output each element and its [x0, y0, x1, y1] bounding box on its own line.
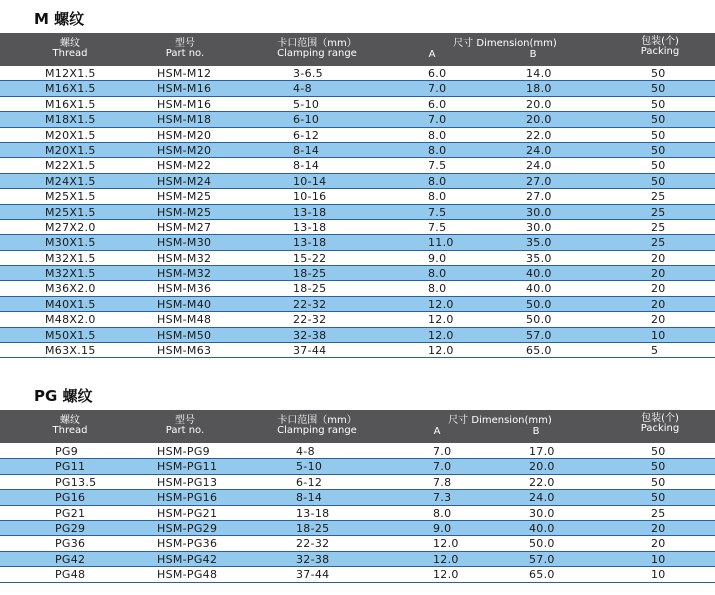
cell-part-no: HSM-PG13 [157, 475, 218, 489]
cell-clamping-range: 4-8 [293, 82, 312, 96]
cell-part-no: HSM-M25 [157, 190, 212, 204]
cell-dim-b: 30.0 [529, 506, 555, 520]
cell-clamping-range: 8-14 [296, 491, 323, 505]
cell-dim-b: 30.0 [526, 205, 552, 219]
table-row [0, 343, 715, 358]
cell-clamping-range: 15-22 [293, 251, 327, 265]
cell-packing: 50 [651, 97, 666, 111]
cell-dim-a: 8.0 [428, 174, 447, 188]
cell-clamping-range: 22-32 [293, 313, 327, 327]
cell-part-no: HSM-M12 [157, 67, 212, 80]
cell-part-no: HSM-M25 [157, 205, 212, 219]
cell-part-no: HSM-M36 [157, 282, 212, 296]
pg-table-header [0, 410, 715, 443]
cell-clamping-range: 6-10 [293, 113, 320, 127]
cell-part-no: HSM-M16 [157, 82, 212, 96]
cell-clamping-range: 6-12 [296, 475, 323, 489]
cell-packing: 50 [651, 475, 666, 489]
cell-thread: M16X1.5 [45, 97, 96, 111]
cell-clamping-range: 8-14 [293, 159, 320, 173]
header-dimension: 尺寸 Dimension(mm) [448, 415, 552, 426]
cell-dim-a: 7.8 [433, 475, 452, 489]
cell-thread: M25X1.5 [45, 205, 96, 219]
cell-dim-b: 17.0 [529, 445, 555, 458]
cell-dim-b: 27.0 [526, 174, 552, 188]
cell-dim-a: 7.0 [428, 113, 447, 127]
cell-clamping-range: 22-32 [296, 537, 330, 551]
cell-part-no: HSM-PG9 [157, 445, 210, 458]
header-packing: 包装(个) Packing [640, 36, 680, 57]
cell-packing: 25 [651, 236, 666, 250]
header-clamping-range: 卡口范围（mm） Clamping range [277, 415, 357, 436]
cell-dim-a: 6.0 [428, 67, 447, 80]
cell-packing: 50 [651, 174, 666, 188]
cell-clamping-range: 22-32 [293, 297, 327, 311]
cell-dim-a: 9.0 [428, 251, 447, 265]
table-row [0, 128, 715, 143]
cell-part-no: HSM-PG11 [157, 460, 218, 474]
cell-packing: 10 [651, 568, 666, 582]
m-table-body [0, 66, 715, 358]
cell-dim-a: 11.0 [428, 236, 454, 250]
cell-packing: 50 [651, 113, 666, 127]
cell-part-no: HSM-PG48 [157, 568, 218, 582]
cell-dim-b: 30.0 [526, 220, 552, 234]
cell-clamping-range: 5-10 [296, 460, 323, 474]
cell-dim-b: 35.0 [526, 251, 552, 265]
cell-thread: M18X1.5 [45, 113, 96, 127]
cell-part-no: HSM-M22 [157, 159, 212, 173]
cell-packing: 50 [651, 159, 666, 173]
cell-clamping-range: 13-18 [293, 220, 327, 234]
cell-packing: 50 [651, 143, 666, 157]
cell-thread: PG48 [55, 568, 86, 582]
cell-part-no: HSM-PG36 [157, 537, 218, 551]
cell-clamping-range: 13-18 [296, 506, 330, 520]
header-thread: 螺纹 Thread [52, 415, 88, 436]
table-row [0, 251, 715, 266]
pg-section-title: PG 螺纹 [34, 387, 93, 405]
cell-packing: 20 [651, 297, 666, 311]
cell-part-no: HSM-M40 [157, 297, 212, 311]
cell-dim-a: 7.5 [428, 159, 447, 173]
cell-clamping-range: 8-14 [293, 143, 320, 157]
cell-thread: M16X1.5 [45, 82, 96, 96]
cell-clamping-range: 6-12 [293, 128, 320, 142]
cell-dim-a: 8.0 [433, 506, 452, 520]
cell-dim-b: 24.0 [529, 491, 555, 505]
cell-part-no: HSM-M18 [157, 113, 212, 127]
cell-clamping-range: 32-38 [296, 552, 330, 566]
cell-thread: M40X1.5 [45, 297, 96, 311]
cell-part-no: HSM-M48 [157, 313, 212, 327]
table-row [0, 552, 715, 567]
cell-dim-a: 9.0 [433, 521, 452, 535]
cell-dim-b: 57.0 [526, 328, 552, 342]
table-row [0, 490, 715, 505]
table-row [0, 266, 715, 281]
table-row [0, 112, 715, 127]
cell-thread: M63X.15 [45, 344, 96, 358]
table-row [0, 521, 715, 536]
cell-packing: 50 [651, 82, 666, 96]
cell-dim-a: 12.0 [428, 328, 454, 342]
cell-packing: 20 [651, 267, 666, 281]
cell-thread: M20X1.5 [45, 128, 96, 142]
cell-dim-a: 8.0 [428, 282, 447, 296]
cell-thread: M32X1.5 [45, 251, 96, 265]
cell-thread: PG9 [55, 445, 79, 458]
cell-dim-b: 27.0 [526, 190, 552, 204]
cell-dim-b: 50.0 [529, 537, 555, 551]
cell-packing: 25 [651, 205, 666, 219]
cell-packing: 25 [651, 190, 666, 204]
table-row [0, 312, 715, 327]
cell-thread: M30X1.5 [45, 236, 96, 250]
table-row [0, 444, 715, 459]
cell-thread: PG42 [55, 552, 86, 566]
cell-thread: PG21 [55, 506, 86, 520]
cell-packing: 50 [651, 491, 666, 505]
cell-clamping-range: 10-14 [293, 174, 327, 188]
cell-part-no: HSM-M32 [157, 251, 212, 265]
cell-thread: M27X2.0 [45, 220, 96, 234]
cell-packing: 20 [651, 537, 666, 551]
cell-clamping-range: 13-18 [293, 236, 327, 250]
cell-dim-a: 7.0 [433, 460, 452, 474]
table-row [0, 475, 715, 490]
table-row [0, 189, 715, 204]
cell-part-no: HSM-PG16 [157, 491, 218, 505]
cell-part-no: HSM-PG21 [157, 506, 218, 520]
table-row [0, 281, 715, 296]
table-row [0, 174, 715, 189]
header-thread: 螺纹 Thread [52, 38, 88, 59]
table-row [0, 97, 715, 112]
header-b: B [529, 49, 537, 60]
table-row [0, 220, 715, 235]
cell-dim-a: 12.0 [428, 297, 454, 311]
table-row [0, 81, 715, 96]
table-row [0, 328, 715, 343]
cell-dim-b: 22.0 [529, 475, 555, 489]
table-row [0, 143, 715, 158]
cell-clamping-range: 37-44 [296, 568, 330, 582]
m-section-title: M 螺纹 [34, 10, 85, 28]
cell-packing: 50 [651, 128, 666, 142]
cell-dim-b: 40.0 [529, 521, 555, 535]
header-part-no: 型号 Part no. [165, 415, 205, 436]
cell-dim-a: 12.0 [433, 568, 459, 582]
table-row [0, 506, 715, 521]
cell-dim-b: 40.0 [526, 267, 552, 281]
cell-dim-a: 8.0 [428, 128, 447, 142]
cell-dim-a: 7.5 [428, 220, 447, 234]
cell-part-no: HSM-M63 [157, 344, 212, 358]
cell-part-no: HSM-M20 [157, 143, 212, 157]
cell-dim-a: 8.0 [428, 143, 447, 157]
table-row [0, 459, 715, 474]
table-row [0, 536, 715, 551]
cell-packing: 50 [651, 460, 666, 474]
cell-part-no: HSM-M30 [157, 236, 212, 250]
cell-clamping-range: 18-25 [293, 282, 327, 296]
cell-thread: M50X1.5 [45, 328, 96, 342]
cell-clamping-range: 5-10 [293, 97, 320, 111]
cell-thread: PG13.5 [55, 475, 97, 489]
cell-dim-b: 35.0 [526, 236, 552, 250]
table-row [0, 158, 715, 173]
cell-part-no: HSM-M32 [157, 267, 212, 281]
table-row [0, 235, 715, 250]
cell-dim-a: 8.0 [428, 267, 447, 281]
cell-dim-b: 18.0 [526, 82, 552, 96]
cell-packing: 20 [651, 251, 666, 265]
cell-part-no: HSM-PG42 [157, 552, 218, 566]
cell-dim-b: 24.0 [526, 159, 552, 173]
cell-clamping-range: 4-8 [296, 445, 315, 458]
cell-thread: M12X1.5 [45, 67, 96, 80]
cell-dim-a: 7.0 [433, 445, 452, 458]
table-row [0, 567, 715, 582]
cell-packing: 20 [651, 282, 666, 296]
header-a: A [428, 49, 436, 60]
cell-dim-a: 6.0 [428, 97, 447, 111]
cell-clamping-range: 18-25 [296, 521, 330, 535]
table-row [0, 205, 715, 220]
cell-packing: 50 [651, 445, 666, 458]
cell-dim-b: 14.0 [526, 67, 552, 80]
cell-dim-a: 12.0 [433, 537, 459, 551]
cell-thread: M36X2.0 [45, 282, 96, 296]
header-dimension: 尺寸 Dimension(mm) [453, 38, 557, 49]
cell-dim-b: 57.0 [529, 552, 555, 566]
cell-thread: M24X1.5 [45, 174, 96, 188]
cell-dim-a: 12.0 [428, 344, 454, 358]
pg-table-body [0, 444, 715, 583]
header-b: B [532, 426, 540, 437]
table-row [0, 297, 715, 312]
cell-dim-b: 50.0 [526, 313, 552, 327]
cell-dim-a: 12.0 [433, 552, 459, 566]
cell-packing: 25 [651, 220, 666, 234]
cell-clamping-range: 32-38 [293, 328, 327, 342]
cell-dim-b: 20.0 [526, 113, 552, 127]
cell-part-no: HSM-PG29 [157, 521, 218, 535]
header-part-no: 型号 Part no. [165, 38, 205, 59]
table-row [0, 66, 715, 81]
cell-part-no: HSM-M20 [157, 128, 212, 142]
cell-thread: M22X1.5 [45, 159, 96, 173]
cell-packing: 20 [651, 521, 666, 535]
cell-dim-b: 24.0 [526, 143, 552, 157]
m-table-header [0, 33, 715, 66]
cell-dim-a: 7.5 [428, 205, 447, 219]
cell-dim-b: 20.0 [526, 97, 552, 111]
cell-thread: PG29 [55, 521, 86, 535]
cell-packing: 5 [651, 344, 659, 358]
cell-thread: PG11 [55, 460, 86, 474]
header-a: A [433, 426, 441, 437]
cell-thread: M32X1.5 [45, 267, 96, 281]
cell-part-no: HSM-M24 [157, 174, 212, 188]
cell-clamping-range: 3-6.5 [293, 67, 323, 80]
cell-thread: M20X1.5 [45, 143, 96, 157]
cell-packing: 10 [651, 328, 666, 342]
cell-clamping-range: 18-25 [293, 267, 327, 281]
cell-packing: 25 [651, 506, 666, 520]
cell-dim-a: 12.0 [428, 313, 454, 327]
cell-dim-a: 7.0 [428, 82, 447, 96]
cell-dim-b: 22.0 [526, 128, 552, 142]
cell-packing: 20 [651, 313, 666, 327]
cell-thread: PG36 [55, 537, 86, 551]
cell-dim-a: 8.0 [428, 190, 447, 204]
cell-part-no: HSM-M50 [157, 328, 212, 342]
cell-packing: 50 [651, 67, 666, 80]
cell-clamping-range: 13-18 [293, 205, 327, 219]
cell-dim-b: 20.0 [529, 460, 555, 474]
cell-dim-b: 65.0 [526, 344, 552, 358]
cell-clamping-range: 10-16 [293, 190, 327, 204]
header-clamping-range: 卡口范围（mm） Clamping range [277, 38, 357, 59]
cell-thread: M48X2.0 [45, 313, 96, 327]
cell-dim-b: 50.0 [526, 297, 552, 311]
cell-clamping-range: 37-44 [293, 344, 327, 358]
cell-dim-a: 7.3 [433, 491, 452, 505]
cell-thread: M25X1.5 [45, 190, 96, 204]
cell-part-no: HSM-M16 [157, 97, 212, 111]
cell-dim-b: 40.0 [526, 282, 552, 296]
cell-thread: PG16 [55, 491, 86, 505]
cell-dim-b: 65.0 [529, 568, 555, 582]
cell-packing: 10 [651, 552, 666, 566]
header-packing: 包装(个) Packing [640, 413, 680, 434]
cell-part-no: HSM-M27 [157, 220, 212, 234]
